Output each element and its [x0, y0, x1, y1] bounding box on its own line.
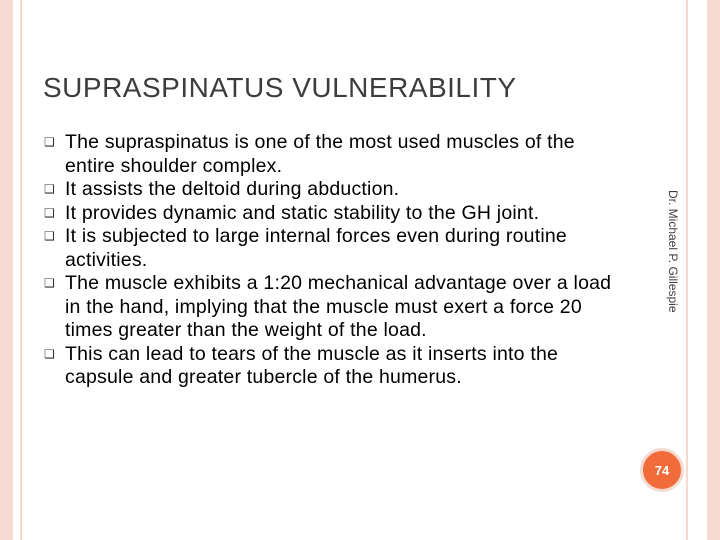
slide-frame-left — [0, 0, 13, 540]
bullet-item — [44, 202, 624, 226]
bullet-text: The supraspinatus is one of the most used muscles of the entire shoulder complex. — [65, 131, 575, 177]
bullet-item — [44, 131, 624, 178]
page-number-badge: 74 — [640, 448, 684, 492]
bullet-item — [44, 343, 624, 390]
bullet-text: It provides dynamic and static stability to the GH joint. — [65, 201, 540, 224]
bullet-icon: ❑ — [44, 276, 55, 290]
bullet-icon: ❑ — [44, 182, 55, 196]
bullet-item — [44, 272, 624, 343]
bullet-icon: ❑ — [44, 205, 55, 220]
bullet-text: This can lead to tears of the muscle as it inserts into the capsule and greater tubercle of the humerus. — [65, 342, 559, 388]
bullet-text: It is subjected to large internal forces even during routine activities. — [65, 225, 567, 271]
bullet-icon: ❑ — [44, 229, 55, 243]
bullet-item — [44, 178, 624, 202]
slide-frame-right-line — [686, 0, 688, 540]
bullet-list — [44, 131, 624, 390]
slide-frame-right — [707, 0, 720, 540]
bullet-icon: ❑ — [44, 346, 55, 361]
slide-title: SUPRASPINATUS VULNERABILITY — [43, 72, 517, 103]
bullet-text: The muscle exhibits a 1:20 mechanical advantage over a load in the hand, implying that the muscle must exert a force 20 times greater than the weight of the load. — [65, 272, 612, 341]
bullet-text: It assists the deltoid during abduction. — [65, 178, 400, 200]
author-sidebar — [665, 190, 685, 320]
slide-frame-left-line — [20, 0, 22, 540]
author-name: Dr. Michael P. Gillespie — [666, 190, 680, 313]
bullet-icon: ❑ — [44, 135, 55, 149]
bullet-item — [44, 225, 624, 272]
